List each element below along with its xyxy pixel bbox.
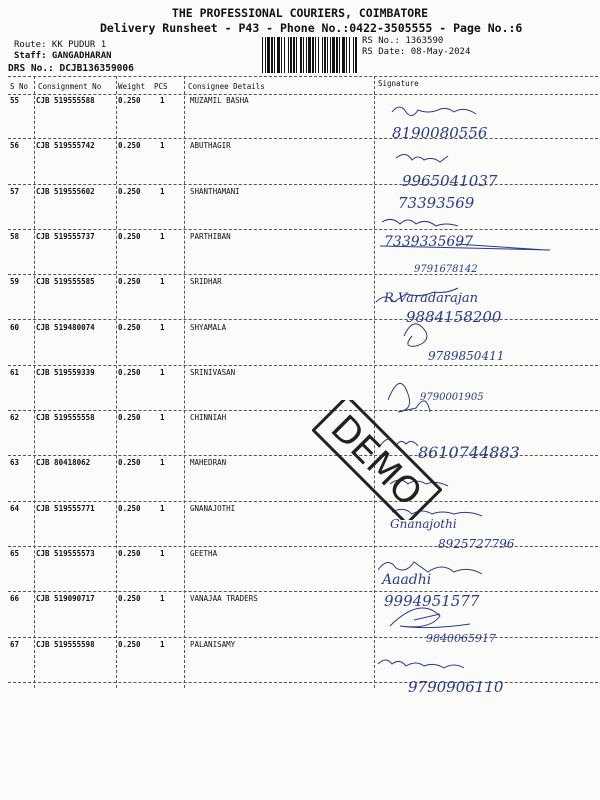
row-weight: 0.250 xyxy=(118,367,141,377)
table-row xyxy=(8,411,598,457)
row-consignment-no: CJB 519555602 xyxy=(36,186,95,196)
barcode-bar xyxy=(293,37,295,73)
row-consignment-no: CJB 519555585 xyxy=(36,277,95,287)
row-consignee: PALANISAMY xyxy=(190,639,236,649)
row-pcs: 1 xyxy=(160,594,165,604)
row-sno: 61 xyxy=(10,367,20,377)
barcode-bar xyxy=(342,37,345,73)
handwritten-r61: 9790001905 xyxy=(420,392,484,403)
row-sno: 64 xyxy=(10,503,20,513)
route-label: Route: KK PUDUR 1 xyxy=(14,40,107,50)
row-pcs: 1 xyxy=(160,413,165,423)
col-header-signature: Signature xyxy=(378,79,419,88)
row-consignment-no: CJB 80418062 xyxy=(36,458,91,468)
handwritten-r60: 9789850411 xyxy=(428,349,505,363)
col-header-sno: S No xyxy=(10,82,29,91)
row-weight: 0.250 xyxy=(118,231,141,241)
handwritten-r64a: Gnanajothi xyxy=(390,517,457,531)
barcode-bar xyxy=(346,37,347,73)
row-consignee: SHANTHAMANI xyxy=(190,186,240,196)
table-row xyxy=(8,94,598,140)
row-pcs: 1 xyxy=(160,231,165,241)
row-consignment-no: CJB 519555598 xyxy=(36,639,95,649)
row-weight: 0.250 xyxy=(118,503,141,513)
table-row xyxy=(8,185,598,231)
row-sno: 57 xyxy=(10,186,20,196)
row-divider xyxy=(8,682,598,683)
row-weight: 0.250 xyxy=(118,186,141,196)
barcode-bar xyxy=(284,37,285,73)
barcode-bar xyxy=(277,37,280,73)
row-pcs: 1 xyxy=(160,186,165,196)
handwritten-r59b: 9884158200 xyxy=(406,308,502,326)
row-consignee: PARTHIBAN xyxy=(190,231,231,241)
row-consignee: VANAJAA TRADERS xyxy=(190,594,258,604)
table-row xyxy=(8,502,598,548)
barcode-bar xyxy=(339,37,340,73)
row-weight: 0.250 xyxy=(118,458,141,468)
row-sno: 55 xyxy=(10,96,20,105)
row-pcs: 1 xyxy=(160,639,165,649)
runsheet-table xyxy=(8,76,598,688)
barcode-bar xyxy=(274,37,275,73)
row-consignment-no: CJB 519555737 xyxy=(36,231,95,241)
row-consignee: MAHEDRAN xyxy=(190,458,227,468)
handwritten-r58a: 7339335697 xyxy=(384,234,474,250)
demo-stamp-text: DEMO xyxy=(322,407,430,515)
row-sno: 60 xyxy=(10,322,20,332)
row-consignment-no: CJB 519555771 xyxy=(36,503,95,513)
barcode-bar xyxy=(353,37,354,73)
table-row xyxy=(8,638,598,684)
row-sno: 66 xyxy=(10,594,20,604)
row-pcs: 1 xyxy=(160,367,165,377)
table-row xyxy=(8,456,598,502)
barcode-bar xyxy=(312,37,314,73)
row-pcs: 1 xyxy=(160,549,165,558)
barcode-bar xyxy=(349,37,350,73)
barcode-bar xyxy=(322,37,323,73)
row-consignee: MUZAMIL BASHA xyxy=(190,96,249,105)
row-consignee: ABUTHAGIR xyxy=(190,141,231,151)
staff-label: Staff: GANGADHARAN xyxy=(14,51,112,61)
barcode-bar xyxy=(332,37,335,73)
rs-date: RS Date: 08-May-2024 xyxy=(362,47,471,57)
row-pcs: 1 xyxy=(160,503,165,513)
handwritten-r65b: 9994951577 xyxy=(384,592,480,610)
row-consignee: SRIDHAR xyxy=(190,277,222,287)
col-header-consignee: Consignee Details xyxy=(188,82,265,91)
table-row xyxy=(8,366,598,412)
row-weight: 0.250 xyxy=(118,549,141,558)
barcode-bar xyxy=(300,37,302,73)
table-row xyxy=(8,275,598,321)
rs-number: RS No.: 1363590 xyxy=(362,36,444,46)
row-weight: 0.250 xyxy=(118,322,141,332)
row-sno: 58 xyxy=(10,231,20,241)
row-consignment-no: CJB 519480074 xyxy=(36,322,95,332)
col-header-consignment: Consignment No xyxy=(38,82,102,91)
barcode-bar xyxy=(324,37,326,73)
handwritten-r65a: Aaadhi xyxy=(382,572,432,588)
barcode-bar xyxy=(262,37,263,73)
table-row xyxy=(8,230,598,276)
row-weight: 0.250 xyxy=(118,594,141,604)
handwritten-r57: 73393569 xyxy=(398,194,475,212)
barcode-bar xyxy=(306,37,307,73)
barcode-bar xyxy=(327,37,328,73)
row-weight: 0.250 xyxy=(118,141,141,151)
row-consignment-no: CJB 519555742 xyxy=(36,141,95,151)
row-pcs: 1 xyxy=(160,141,165,151)
handwritten-r56: 9965041037 xyxy=(402,172,498,190)
demo-stamp xyxy=(312,400,442,520)
table-row xyxy=(8,547,598,593)
barcode-bar xyxy=(290,37,292,73)
row-pcs: 1 xyxy=(160,96,165,105)
barcode-bar xyxy=(265,37,266,73)
drs-number: DRS No.: DCJB136359006 xyxy=(8,63,134,74)
row-sno: 62 xyxy=(10,413,20,423)
row-consignee: GEETHA xyxy=(190,549,218,558)
row-pcs: 1 xyxy=(160,277,165,287)
handwritten-r58b: 9791678142 xyxy=(414,264,478,275)
barcode-bar xyxy=(296,37,297,73)
col-header-weight: Weight xyxy=(118,82,146,91)
row-sno: 59 xyxy=(10,277,20,287)
handwritten-r64b: 8925727796 xyxy=(438,537,515,551)
row-sno: 67 xyxy=(10,639,20,649)
row-sno: 65 xyxy=(10,549,20,558)
barcode-image xyxy=(262,37,358,73)
col-header-pcs: PCS xyxy=(154,82,168,91)
barcode-bar xyxy=(267,37,270,73)
row-consignee: GNANAJOTHI xyxy=(190,503,236,513)
barcode-bar xyxy=(336,37,338,73)
row-consignment-no: CJB 519555588 xyxy=(36,96,95,105)
barcode-bar xyxy=(355,37,357,73)
row-sno: 63 xyxy=(10,458,20,468)
row-sno: 56 xyxy=(10,141,20,151)
barcode-bar xyxy=(308,37,311,73)
company-name: THE PROFESSIONAL COURIERS, COIMBATORE xyxy=(171,6,429,20)
barcode-bar xyxy=(303,37,304,73)
barcode-bar xyxy=(318,37,319,73)
row-pcs: 1 xyxy=(160,322,165,332)
row-consignee: CHINNIAH xyxy=(190,413,227,423)
handwritten-r55: 8190080556 xyxy=(392,124,488,142)
handwritten-r67: 9790906110 xyxy=(408,678,504,696)
row-pcs: 1 xyxy=(160,458,165,468)
barcode-bar xyxy=(271,37,273,73)
table-row xyxy=(8,139,598,185)
row-consignment-no: CJB 519559339 xyxy=(36,367,95,377)
row-consignment-no: CJB 519555558 xyxy=(36,413,95,423)
table-row xyxy=(8,321,598,367)
row-consignee: SRINIVASAN xyxy=(190,367,236,377)
table-top-border xyxy=(8,76,598,77)
row-weight: 0.250 xyxy=(118,413,141,423)
row-weight: 0.250 xyxy=(118,96,141,105)
handwritten-r59a: R.Varadarajan xyxy=(384,291,479,306)
runsheet-title: Delivery Runsheet - P43 - Phone No.:0422-3505555 - Page No.:6 xyxy=(100,21,523,35)
barcode-bar xyxy=(330,37,331,73)
barcode-bar xyxy=(281,37,282,73)
row-consignment-no: CJB 519090717 xyxy=(36,594,95,604)
barcode-bar xyxy=(288,37,289,73)
row-weight: 0.250 xyxy=(118,639,141,649)
row-consignment-no: CJB 519555573 xyxy=(36,549,95,558)
handwritten-r66: 9840065917 xyxy=(426,632,496,645)
row-weight: 0.250 xyxy=(118,277,141,287)
handwritten-r62: 8610744883 xyxy=(418,443,520,462)
barcode-bar xyxy=(315,37,316,73)
row-consignee: SHYAMALA xyxy=(190,322,227,332)
table-row xyxy=(8,592,598,638)
